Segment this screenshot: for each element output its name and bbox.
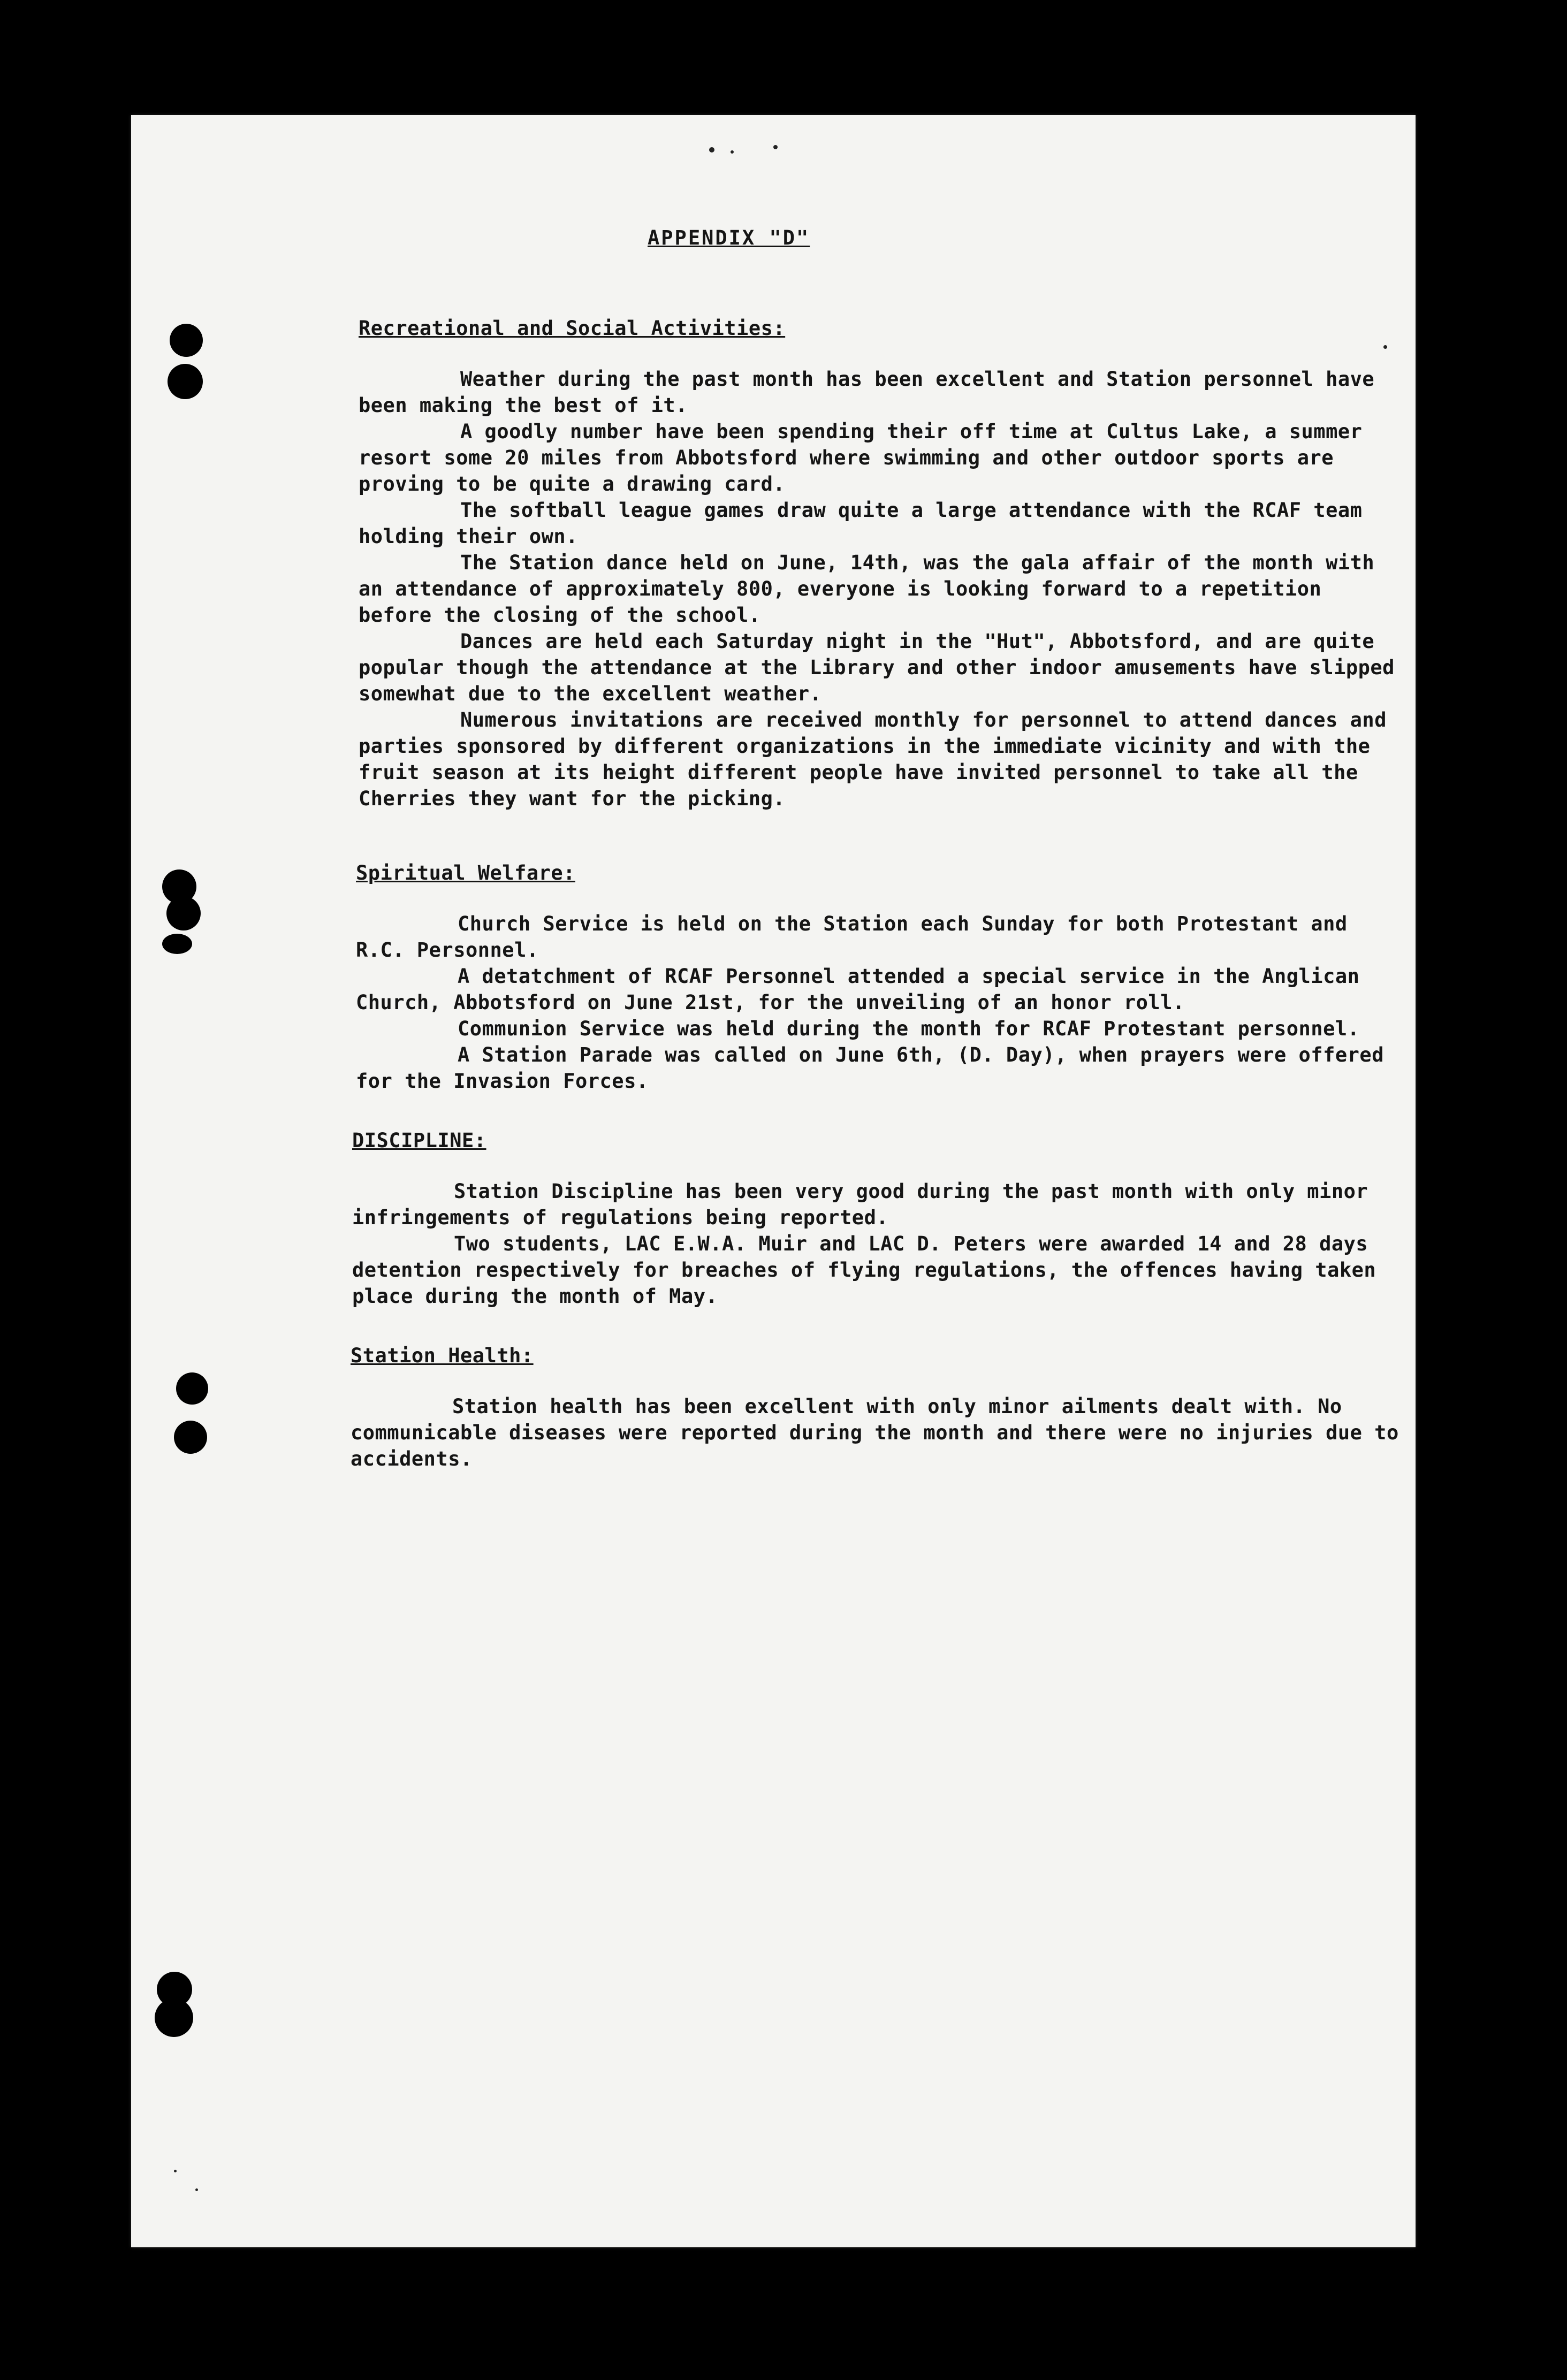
paragraph: Station health has been excellent with only minor ailments dealt with. No communicable diseases were reported during the month and there were no injuries due to accidents.	[351, 1395, 1399, 1470]
section-heading: DISCIPLINE:	[352, 1129, 486, 1152]
paragraph: The Station dance held on June, 14th, was the gala affair of the month with an attendance of approximately 800, everyone is looking forward to a repetition before the closing of the school.	[359, 551, 1375, 627]
section-heading: Recreational and Social Activities:	[359, 317, 786, 340]
paragraph: Dances are held each Saturday night in the "Hut", Abbotsford, and are quite popular though the attendance at the Library and other indoor amusements have slipped somewhat due to the excellent weather.	[359, 630, 1395, 705]
paragraph: Numerous invitations are received monthly for personnel to attend dances and parties sponsored by different organizations in the immediate vicinity and with the fruit season at its height different people have invited personnel to take all the Cherries they want for the picking.	[359, 708, 1387, 810]
paragraph: Church Service is held on the Station each Sunday for both Protestant and R.C. Personnel.	[356, 912, 1348, 962]
film-speck	[195, 2188, 198, 2191]
section-heading: Station Health:	[351, 1344, 534, 1367]
paragraph: Station Discipline has been very good during the past month with only minor infringements of regulations being reported.	[352, 1180, 1368, 1229]
paragraph: Two students, LAC E.W.A. Muir and LAC D. Peters were awarded 14 and 28 days detention respectively for breaches of flying regulations, the offences having taken place during the month of May.	[352, 1232, 1376, 1308]
punch-hole	[162, 934, 192, 954]
punch-hole	[170, 324, 203, 357]
document-text	[214, 225, 1413, 1520]
section-recreational	[359, 315, 1402, 812]
paragraph: Weather during the past month has been excellent and Station personnel have been making the best of it.	[359, 368, 1375, 417]
paragraph: The softball league games draw quite a large attendance with the RCAF team holding their own.	[359, 499, 1363, 548]
section-heading: Spiritual Welfare:	[356, 861, 575, 884]
paragraph: Communion Service was held during the month for RCAF Protestant personnel.	[458, 1017, 1360, 1040]
document-title: APPENDIX "D"	[648, 226, 810, 249]
film-speck	[773, 145, 778, 149]
section-station-health	[351, 1342, 1399, 1472]
punch-hole	[166, 896, 201, 930]
film-speck	[174, 2170, 177, 2172]
film-speck	[709, 147, 714, 152]
punch-hole	[174, 1421, 207, 1454]
punch-hole	[168, 364, 203, 399]
punch-hole	[176, 1372, 208, 1405]
paragraph: A Station Parade was called on June 6th, (D. Day), when prayers were offered for the Invasion Forces.	[356, 1043, 1384, 1093]
section-spiritual-welfare	[356, 860, 1405, 1094]
paragraph: A goodly number have been spending their off time at Cultus Lake, a summer resort some 20 miles from Abbotsford where swimming and other outdoor sports are proving to be quite a drawing card.	[359, 420, 1363, 495]
punch-hole	[155, 1998, 193, 2037]
paragraph: A detatchment of RCAF Personnel attended a special service in the Anglican Church, Abbotsford on June 21st, for the unveiling of an honor roll.	[356, 965, 1360, 1014]
section-discipline	[352, 1127, 1401, 1309]
film-speck	[731, 150, 734, 154]
